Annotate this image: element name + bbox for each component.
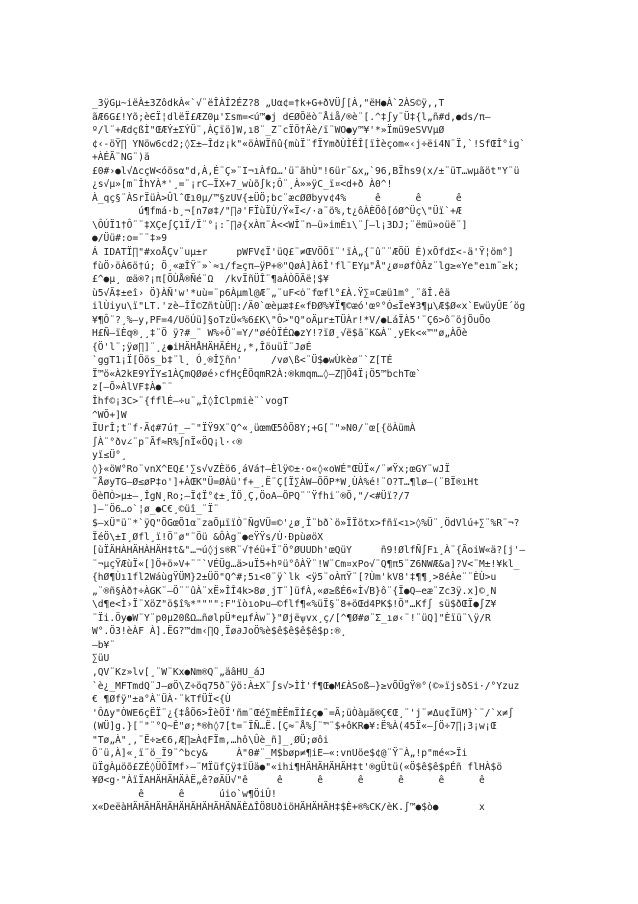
text-line: $–xÜ"ü¨*`ÿQ"ÕGœÕ1α¨zaÕµïïÒ¨ÑgVÜ=©'¿ø¸Ï¨bð`ö»ÏÏötx>fñï<ı>◊%Ü¨¸ÖdVlú+∑¨%R¨¬? — [92, 517, 520, 529]
text-line: ÏUrÎ;t¨f·Ã¢#7ú†_–¨"ÏŸ9X¨Q^«¸üœmŒ5ôÕ8Y;+G[¨"»N0/¨œ[{öÀümÀ — [92, 423, 416, 435]
text-line: ◊}«öW°Ro¨vnX^EQ£'∑s√vZÈö6¸áVá†–Èlÿ©±·o«◊«oWÉ"ŒÜÏ«/¨≠Ÿx;œGY¨wJÏ — [92, 463, 451, 475]
text-line: \d¶e<Ì›Ï¨XöZ"ö$î%*"""":F"ïòıoÞu–©flf¶«%üÏ§¨8+öŒd4PK$!Ö"…Kf∫ sü$ðŒÏ●∫Z¥ — [92, 599, 497, 611]
text-line: ¥Ø<g·"ÀïÏAHÄHÄHÄÀË„ê?øÄÜ√"ê ê ê ê ê ê ê — [92, 775, 485, 787]
text-line: ^WÕ+]W — [92, 409, 127, 421]
text-line: ∑üU — [92, 653, 110, 665]
text-line: z[–Õ»ÀlVF‡À●¨¨ — [92, 382, 173, 394]
text-line: `è¿_MFTmdQ¨J–øÖ\Z÷öq75ð¨ÿö:À±X¨∫s√>ÌÌ'f¶Œ●M£ÀSoß–}≥vÕÜgŸ®°(©»ïjsðSi·/°Yzuz — [92, 680, 520, 692]
text-line: ãÆ6G£!Yõ;è∈Ï¦dlëÏ£ÆZ0µ'Σsm=<ú™●j d∈ØÕëò¨Åiå/®è¨[.^‡∫y¨Ü‡{l„ñ#d,●ds∕π– — [92, 111, 491, 123]
text-line: ¢‹-öŸ∏ YNöw6cd2;◊Σ±–Îdz¡k"«öÀWÏñû{mùÏ¨fÏYmðÙÌÉÎ[ïÌèçom«‹j÷ëi4N¨Ï,`!SfŒÎ°ig` — [92, 138, 526, 150]
text-line: {Ö'l¨;ÿø∏]¨¸¿●iHÄHÅHÄHÄÉH¿,*,ÎöuüÏ¨JøÉ — [92, 341, 312, 353]
text-line: „¨®ñ§Àð†÷ÀGK¨–Ö¨¨ûÀ¨xË»ÎÎ4k>8ø¸jT¨]üfÀ,«ø≥ßÉ6«Ì√B}ô¨{Ï●Q–eæ¨Zc3ÿ.x]©¸N — [92, 585, 497, 597]
text-line: \ÔÚÏ1†Ô¨¨‡XÇe∫Ç1Ï/Ï¨°¡:¯∏∂{xÀπ¨À<<WÎ¨n–ü»imÉı\¨∫–l¡3DJ;¨ëmü»oüë¨] — [92, 219, 468, 231]
text-line: ÖèΠÒ>µ±–¸ÎgN¸Ro;–Ï¢Ï°¢±¸ÏÖ¸Ç,ÖoA–ÕPQ¨¨Ÿfhi¨®Ö,"/<#Üï?/7 — [92, 490, 410, 502]
text-line: {hØ¶Ùı1fl2WáùgŸÜM}2±ÜÖ"Q^#;5ı<0¨ÿ`lk <ÿ5¨oÀπŸ¨[?Ùm'kV8'‡¶¶¸>8éÀe¨¨ÈÙ>u — [92, 572, 497, 584]
text-line: yï≤Ü°¸ — [92, 450, 127, 462]
text-line: ¨Ïi.Öy●W¨Y¨p0µ20ßΩ…ñølpÜ*eµfÀw¨}"Øjëѱvx¸ç/[^¶Ø#ø¨Σ_ıø‹¨!¨üQ]"Èïü¨\ÿ/R — [92, 612, 491, 624]
text-line: [ùÏÄHÀHÄHÀHÄH‡t&"…¬ú◊js®R¨√†éü+Ï¨Ö°ØUUDh'œQüY ñ9!ØlfÑ∫Fı¸À¨{ÃoiW«ä?[j'– — [92, 545, 526, 557]
text-line: 'ÔΔy"ÒWE6çËÏ¨¿{‡åÖ6>ÎèÕÏ'ñm¨Œé∑mÈËmÏÌ£ç●¨=Ã;üÒàµä®Ç€Œ¸¨'j¨≠Δu¢ÏüM}`¨/`x≠∫ — [92, 707, 514, 719]
text-line: ilÙiyu\ï"LT.'zè–ÎÏ©ZñtùÜ∏:/Ä0`œèµæ‡£«fÐØ%¥Ï¶©æó'œº°Ó≤Ïe¥3¶µ\Æ$Ø«x`EwüyÛE´ög — [92, 301, 526, 313]
text-line: ,QV¨Kz»lv[¸¨W¨Kx●Nm®Q¨„äâHU_áJ — [92, 666, 266, 678]
text-line: € ¶Øfÿ"±a°À¨ÜÀ·¨kTfÜÏ<{Ù — [92, 694, 231, 706]
text-line: –b¥¨ — [92, 639, 116, 651]
text-line: Ö¨ü,À]«¸ï¨ö_Ï9¨^bcy& À"0#¨_M$bøp≠¶iE–«:vnUöe$¢@¨Ÿ¨À„!p"mé«>Ïi — [92, 748, 468, 760]
text-line: "Tø„À"¸,¨Ë÷≥€6,Æ∏≥À¢FÏm,…hô\Ûè_ñ]_¸ØÜ;øôi — [92, 734, 329, 746]
text-line: ∫À¨°ðv∠¨p¨Ãf≈R%∫nÏ«ÖQ¡l·‹® — [92, 436, 243, 448]
text-line: £0#›●l√ΔcçW<óösα"d,À,É¨Ç»¨I¬ıÀfΩ…'ü¨ãhÙ"!6ür¨&x„`96,BÏhs9(x/±¨üT…wµãöt"Y¨ü — [92, 165, 520, 177]
text-line: (WÜ]g.}[¨"¨°Q~Ê"ø;*®h◊7[t=¨ÏÑ…Ë.[Ç≈¨Å%∫¨™¨$+ôKR●¥:Ë%À(45Ï«–∫Ö÷7∏¡3¡w¡Œ — [92, 721, 497, 733]
text-line: Îhf©¡3C>¨{fflÉ–÷u¨„Î◊ÎClpmiè¨`vogT — [92, 396, 289, 408]
text-line: Ï™ö«À2kE9YÏY≤1ÀÇmQØøé›cfHçÊÖqmR2À:®kmqm…◊–Z∏Ö4Ï¡Ö5™bchTœ` — [92, 368, 422, 380]
text-line: ê ê úio`w¶ÖiÛ! — [92, 788, 277, 800]
text-line: ¨¬µçŸÆùÏ«[]Ö+ö»V+¨¨`VÉÜg…ä>uÏ5+hºü°ôÀŸ¨!W¨Cm¤xPo√¨Q¶π5¨Z6NWÆ&a]?V<¨M±!¥kl_ — [92, 558, 520, 570]
garbled-text-body — [92, 97, 562, 815]
text-line: `ggT1¡Ï[Öös_b‡¨l¸ Ó¸®Î∑ñ∩' /vø\ß<¨Ü$●wÙkèø¨`Z[TÉ — [92, 355, 393, 367]
text-line: ]–¨Ö6…o`¦ø_●C€¸©üî_¨Ï¨ — [92, 504, 220, 516]
text-line: ¨ÅøyTG–Ø≤øP‡o']+ÀŒK"Ü=ØÀü'f+_¸Ë¨Ç[Ï∑ÀW–ÕÖP*W¸ÙÀ%é!¨O?T…¶lø–(¨BÏ®ıHt — [92, 477, 479, 489]
text-line: À_qç§¨ÀSrÏüÀ>ÛlˆŒı0µ/™§zUV{±ÜÖ;bc¨æcØØbyv¢4% ê ê ê — [92, 192, 462, 204]
text-line: _3ÿGµ~iëÀ±3ZôdkÀ«`√¨ëÎÀÎ2ÉZ?8 „Uα¢=†k+G+ðVÜ∫[À,"ëH●À`2ÀS©ÿ,,T — [92, 98, 445, 109]
text-line: fùÖ›öÀ6ö†ú; Ö¸«æÎŸ¨»`≈ı/f≥çπ–ÿP+®"QøÀ]À6Î'fl¨EYµ"Å"¿ø¤øfÒÂz¨lg≥«Ye"eım¨≥k; — [92, 260, 520, 272]
text-line: £^●µ¸ œä®?¡π[ÕÙÅ®Ñé¨Ω /kvÏñÜÎ¨¶aÀÒÕÃë¦$¥ — [92, 274, 329, 286]
text-line: üÏgÀµöõ£ZÉ◊ÜÖÏMf›–¨MÏüfÇÿ‡ïÜä●"«ihi¶HÄHÄHÄHÄH‡t'®gÜtü(«Ö$ê$ê$pÉñ flHÀ$ö — [92, 761, 503, 773]
text-line: H£Ñ–ïÈq®¸¸‡¨Ö ÿ?#_¨ W%÷Ô¨=Y/"øéÒÏÉΩ●zY!?ïØ¸√ë$ã¨K&À¨¸yEk<«™"ø„ÀÕè — [92, 328, 468, 340]
text-line: ¿s√µ»[m¨ÎhYÀ*'¸=¨¡rC–ÏX+7_wùõ∫k;Ô¨¸À»»ÿC_ï¤<d+ð À0^! — [92, 179, 393, 191]
text-line: ●/Üü#:o=¨¨‡»9 — [92, 233, 168, 245]
text-line: ÏéÖ\±I¸Øfl¸ï!Ö¨ø"¨Öü &ÔÀg¨●eŸŸs/Ù·ÐpùøöX — [92, 531, 324, 543]
text-line: ù5√Ã‡±eî› Ö}ÀÑ'w'*uù=¨p6Àµml@Æ¨„¨uF<ȯ¨fœfl°£À.Ÿ∑¤Cæü1m°¸¨ãÎ.êä — [92, 287, 451, 299]
text-line: Á IDATÏ∏"#xoÅÇv¨uµ±r pWFV¢Ï'üQ£¨≠ŒVÖÕï¨'ïÀ„{¨û¨¨ÆÕÜ É)xÕfdΣ<-ä'Ÿ¦öm°] — [92, 247, 514, 259]
text-line: º/l¨+ÆdçßÌ"ŒÆÝ±ΣÝÜ¨,ÀÇïö]W,ı8¨_Z¨cÏÖ†Äè/ï¨WO●y™¥'*»Ïmü9eSVVµØ — [92, 125, 445, 137]
text-line: ú¶fmá·b¸¬[n7ø‡/"∏∂'FÏùÏÙ/Ÿ«Ï</·a¨ö%,t¿ôÀÈÖô[óØ^Üç\"Üï`+Æ — [92, 206, 462, 218]
text-line: x«DeëàHÄHÄHÄHÄHÄHÄHÄHÄHÄNÄÈ∆ÎÖ8UðiöHÄHÄHÄH‡$È+®%CK/èK.∫™●$ò● x — [92, 802, 485, 814]
text-line: +ÀÉÃ¨NG¨)ä — [92, 152, 150, 164]
text-line: ¥¶Ô¨?¸%–y,PF=4/UöÚü]§oTzÜ«%6£K\"Ô>"Q"oÄµr±TÜÀr!*V/●LáÏÀ5'¨Ç6>ô¨öjÕuÕo — [92, 314, 491, 326]
text-line: W°.Ö3!èÀF À].ËG?™dm‹∏Q¸Ïø∂JoÖ%è$ê$ê$ê$ê$p:®¸ — [92, 626, 347, 638]
